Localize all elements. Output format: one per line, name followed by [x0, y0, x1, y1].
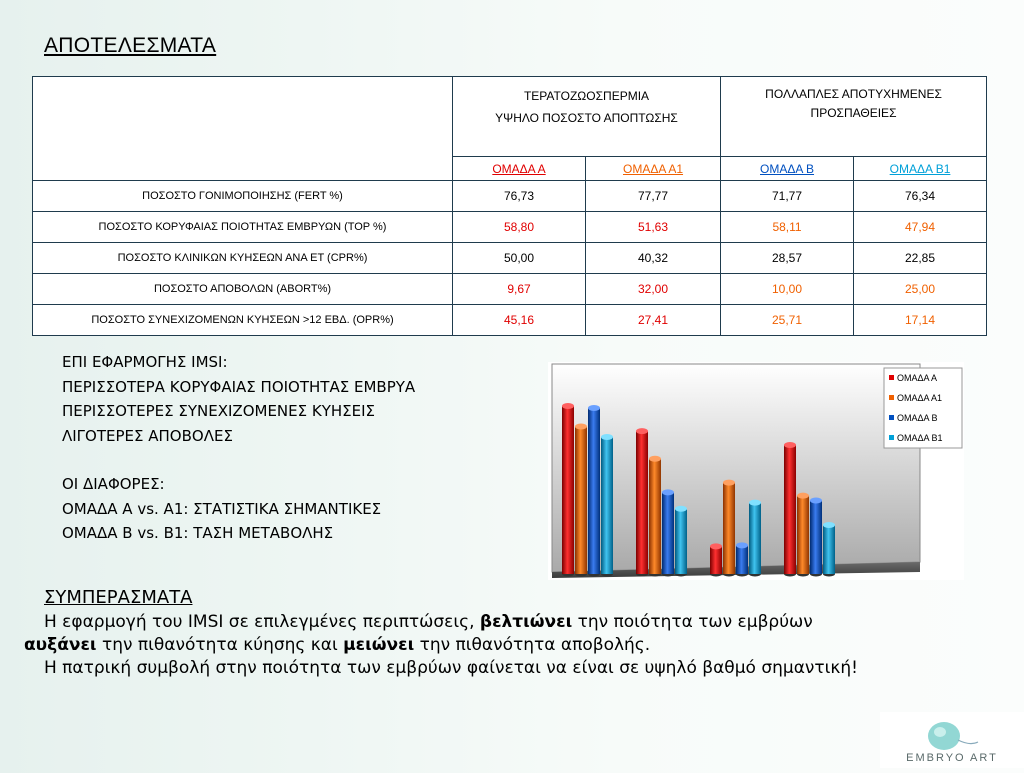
bar-group-b [810, 501, 822, 574]
table-cell: 17,14 [854, 305, 987, 336]
group2-subtitle: ΠΡΟΣΠΑΘΕΙΕΣ [810, 106, 897, 120]
conclusion-paragraph-2: Η πατρική συμβολή στην ποιότητα των εμβρύων φαίνεται να είναι σε υψηλό βαθμό σημαντική! [44, 658, 858, 678]
legend-entry: ΟΜΑΔΑ Β1 [897, 433, 943, 443]
table-cell: 25,71 [721, 305, 854, 336]
table-cell: 76,73 [453, 181, 586, 212]
page-title: ΑΠΟΤΕΛΕΣΜΑΤΑ [44, 34, 217, 57]
bar-top-group-a1 [575, 423, 587, 429]
bar-group-a1 [797, 496, 809, 574]
table-cell: 28,57 [721, 243, 854, 274]
bar-group-a1 [649, 459, 661, 574]
row-label: ΠΟΣΟΣΤΟ ΓΟΝΙΜΟΠΟΙΗΣΗΣ (FERT %) [33, 181, 453, 212]
table-cell: 58,11 [721, 212, 854, 243]
text-span: την πιθανότητα κύησης και [96, 635, 344, 655]
bar-top-group-b1 [749, 500, 761, 506]
logo-icon [880, 712, 1024, 768]
logo-highlight [934, 727, 946, 737]
table-cell: 77,77 [586, 181, 721, 212]
bar-group-b1 [749, 503, 761, 574]
bar-top-group-b1 [823, 522, 835, 528]
table-row [33, 212, 987, 243]
legend-entry: ΟΜΑΔΑ Α [897, 373, 938, 383]
conclusions-section [24, 586, 1024, 680]
legend-swatch-group-b1 [889, 435, 894, 440]
bar-group-b [588, 408, 600, 574]
bold-span: μειώνει [343, 635, 415, 655]
table-row [33, 243, 987, 274]
embryo-art-logo [880, 712, 1024, 768]
table-cell: 27,41 [586, 305, 721, 336]
group-header-teratozoospermia [453, 77, 721, 157]
group1-title: ΤΕΡΑΤΟΖΩΟΣΠΕΡΜΙΑ [523, 89, 650, 103]
bar-top-group-a1 [797, 493, 809, 499]
bar-top-group-b [588, 405, 600, 411]
legend-entry: ΟΜΑΔΑ Β [897, 413, 938, 423]
bar-chart [548, 362, 964, 580]
bold-span: βελτιώνει [479, 612, 573, 632]
table-cell: 10,00 [721, 274, 854, 305]
bar-top-group-b [810, 498, 822, 504]
column-header-group-b1: ΟΜΑΔΑ Β1 [854, 157, 987, 181]
table-cell: 47,94 [854, 212, 987, 243]
bar-group-a [562, 406, 574, 574]
column-header-group-a: ΟΜΑΔΑ Α [453, 157, 586, 181]
table-cell: 71,77 [721, 181, 854, 212]
finding-line: ΟΙ ΔΙΑΦΟΡΕΣ: [62, 475, 165, 493]
finding-line: ΕΠΙ ΕΦΑΡΜΟΓΗΣ IMSI: [62, 353, 228, 371]
row-label: ΠΟΣΟΣΤΟ ΚΛΙΝΙΚΩΝ ΚΥΗΣΕΩΝ ΑΝΑ ΕΤ (CPR%) [33, 243, 453, 274]
group2-title: ΠΟΛΛΑΠΛΕΣ ΑΠΟΤΥΧΗΜΕΝΕΣ [765, 87, 942, 101]
bar-top-group-b1 [601, 434, 613, 440]
bar-group-b [736, 545, 748, 574]
bar-top-group-a [636, 428, 648, 434]
group-header-multiple-failures [721, 77, 987, 157]
bar-top-group-a [710, 543, 722, 549]
text-span: την ποιότητα των εμβρύων [572, 612, 813, 632]
bold-span: αυξάνει [24, 635, 97, 655]
row-label: ΠΟΣΟΣΤΟ ΑΠΟΒΟΛΩΝ (ABORT%) [33, 274, 453, 305]
bar-group-a [784, 445, 796, 574]
table-cell: 50,00 [453, 243, 586, 274]
bar-top-group-b [662, 489, 674, 495]
table-corner-cell [33, 77, 453, 181]
logo-text: EMBRYO ART [906, 752, 998, 764]
bar-top-group-a [562, 403, 574, 409]
finding-line: ΠΕΡΙΣΣΟΤΕΡΕΣ ΣΥΝΕΧΙΖΟΜΕΝΕΣ ΚΥΗΣΕΙΣ [62, 402, 376, 420]
table-cell: 58,80 [453, 212, 586, 243]
bar-top-group-a1 [649, 456, 661, 462]
legend-swatch-group-a [889, 375, 894, 380]
legend-swatch-group-b [889, 415, 894, 420]
table-row [33, 181, 987, 212]
row-label: ΠΟΣΟΣΤΟ ΣΥΝΕΧΙΖΟΜΕΝΩΝ ΚΥΗΣΕΩΝ >12 ΕΒΔ. (OPR%) [33, 305, 453, 336]
table-cell: 45,16 [453, 305, 586, 336]
bar-group-a1 [575, 426, 587, 574]
bar-top-group-a [784, 442, 796, 448]
logo-embryo-shape [928, 722, 960, 750]
row-label: ΠΟΣΟΣΤΟ ΚΟΡΥΦΑΙΑΣ ΠΟΙΟΤΗΤΑΣ ΕΜΒΡΥΩΝ (TOP %) [33, 212, 453, 243]
legend-swatch-group-a1 [889, 395, 894, 400]
bar-group-a [710, 546, 722, 574]
finding-line: ΛΙΓΟΤΕΡΕΣ ΑΠΟΒΟΛΕΣ [62, 426, 233, 445]
conclusions-title: ΣΥΜΠΕΡΑΣΜΑΤΑ [44, 587, 193, 608]
table-cell: 32,00 [586, 274, 721, 305]
column-header-group-a1: ΟΜΑΔΑ Α1 [586, 157, 721, 181]
bar-group-a [636, 431, 648, 574]
results-table [32, 76, 987, 336]
finding-line: ΟΜΑΔΑ Β vs. Β1: ΤΑΣΗ ΜΕΤΑΒΟΛΗΣ [62, 524, 334, 542]
conclusion-paragraph-1 [24, 611, 1024, 657]
table-cell: 22,85 [854, 243, 987, 274]
table-cell: 51,63 [586, 212, 721, 243]
finding-line: ΠΕΡΙΣΣΟΤΕΡΑ ΚΟΡΥΦΑΙΑΣ ΠΟΙΟΤΗΤΑΣ ΕΜΒΡΥΑ [62, 377, 416, 396]
bar-group-b1 [675, 509, 687, 574]
group1-subtitle: ΥΨΗΛΟ ΠΟΣΟΣΤΟ ΑΠΟΠΤΩΣΗΣ [495, 111, 678, 125]
bar-group-b1 [601, 437, 613, 574]
text-span: την πιθανότητα αποβολής. [414, 635, 651, 655]
table-cell: 25,00 [854, 274, 987, 305]
bar-top-group-b [736, 542, 748, 548]
table-cell: 76,34 [854, 181, 987, 212]
bar-group-b1 [823, 525, 835, 574]
findings-list [62, 350, 415, 546]
text-span: Η εφαρμογή του IMSI σε επιλεγμένες περιπτώσεις, [44, 612, 480, 632]
column-header-group-b: ΟΜΑΔΑ Β [721, 157, 854, 181]
table-cell: 9,67 [453, 274, 586, 305]
table-row [33, 305, 987, 336]
bar-top-group-a1 [723, 480, 735, 486]
logo-tail [958, 740, 978, 744]
legend-entry: ΟΜΑΔΑ Α1 [897, 393, 943, 403]
table-cell: 40,32 [586, 243, 721, 274]
finding-line: ΟΜΑΔΑ Α vs. Α1: ΣΤΑΤΙΣΤΙΚΑ ΣΗΜΑΝΤΙΚΕΣ [62, 499, 382, 518]
bar-group-b [662, 492, 674, 574]
table-row [33, 274, 987, 305]
bar-top-group-b1 [675, 506, 687, 512]
bar-group-a1 [723, 483, 735, 574]
